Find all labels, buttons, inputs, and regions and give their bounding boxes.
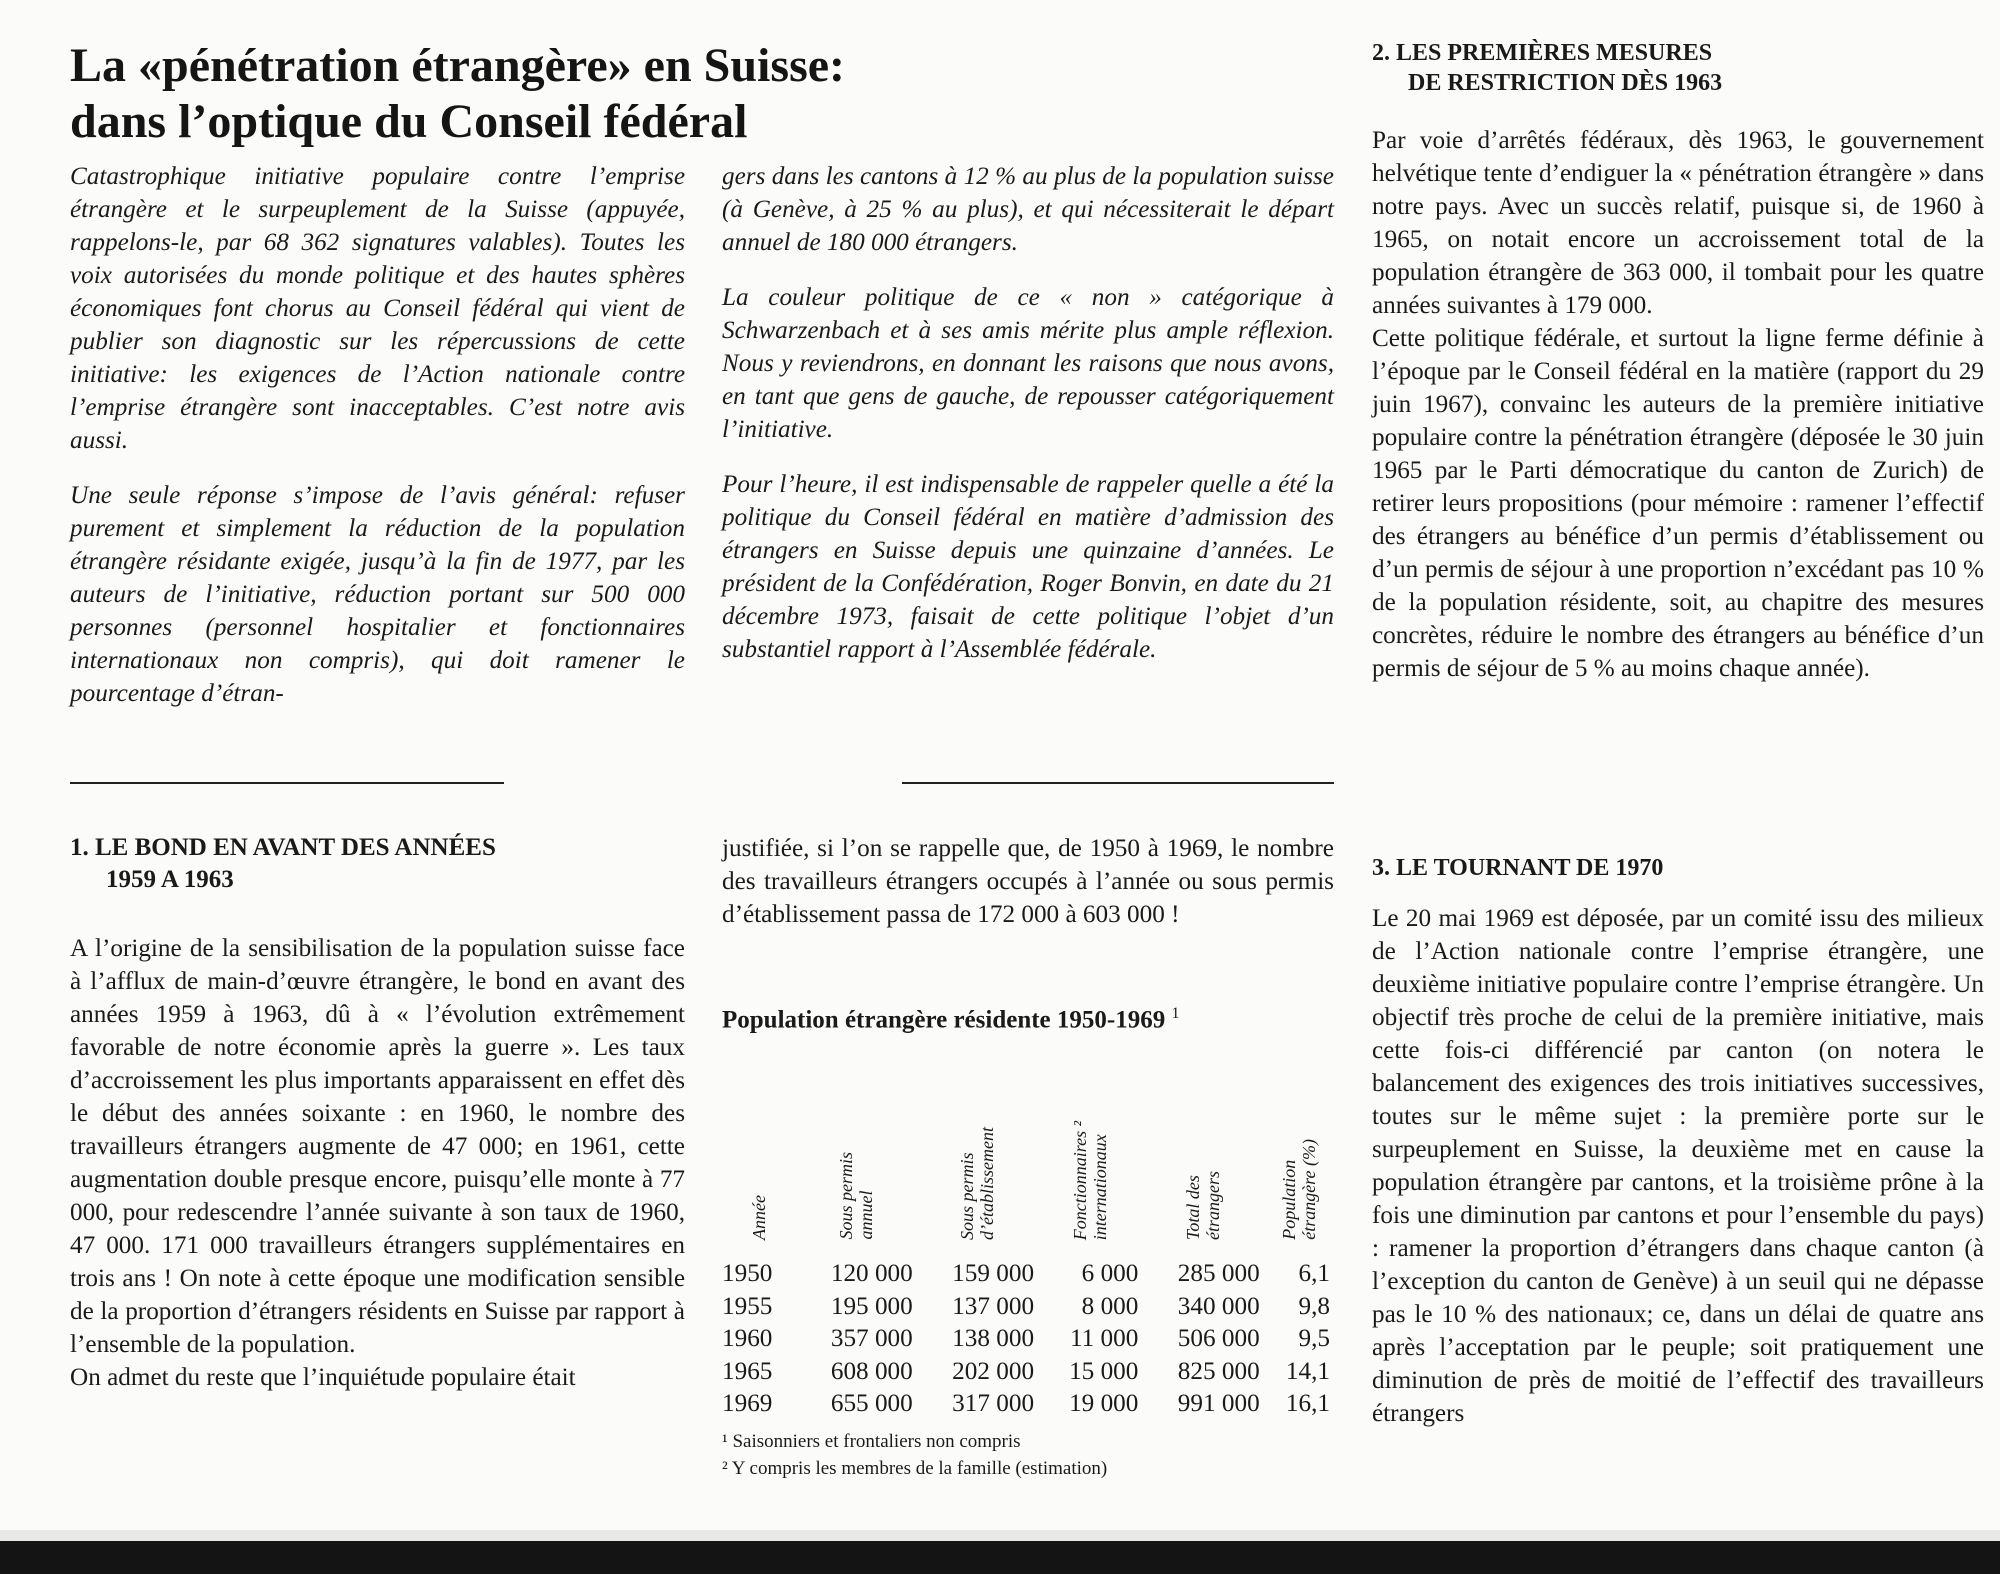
section1-paragraph-cont: justifiée, si l’on se rappelle que, de 1950 à 1969, le nombre des travailleurs étrangers occupés à l’année ou sous permis d’établissement passa de 172 000 à 603 000 ! bbox=[722, 835, 1334, 928]
table-header-row bbox=[722, 1066, 1334, 1258]
section2-heading bbox=[1372, 38, 1932, 98]
article-title-line2: dans l’optique du Conseil fédéral bbox=[70, 95, 748, 148]
table-title-text: Population étrangère résidente 1950-1969 bbox=[722, 1006, 1166, 1034]
intro-paragraph-4: La couleur politique de ce « non » catégorique à Schwarzenbach et à ses amis mérite plus ample réflexion. Nous y reviendrons, en donnant les raisons que nous avons, en tant que gens de gauche, de repousser catégoriquement l’initiative. bbox=[722, 284, 1334, 443]
table-cell: 159 000 bbox=[952, 1260, 1035, 1287]
intro-rule-right bbox=[902, 782, 1334, 784]
table-row bbox=[722, 1388, 1334, 1421]
section1-heading-line1: 1. LE BOND EN AVANT DES ANNÉES bbox=[70, 834, 496, 861]
table-cell: 655 000 bbox=[830, 1390, 913, 1417]
intro-paragraph-5: Pour l’heure, il est indispensable de rappeler quelle a été la politique du Conseil fédéral en matière d’admission des étrangers en Suisse depuis une quinzaine d’années. Le président de la Confédération, Roger Bonvin, en date du 21 décembre 1973, faisait de cette politique l’objet d’un substantiel rapport à l’Assemblée fédérale. bbox=[722, 471, 1334, 663]
section1-heading-line2: 1959 A 1963 bbox=[106, 866, 234, 893]
table-cell: 1955 bbox=[722, 1292, 773, 1320]
header-text: Population bbox=[1278, 1160, 1299, 1240]
table-cell: 6 000 bbox=[1081, 1260, 1139, 1287]
section2-heading-line1: 2. LES PREMIÈRES MESURES bbox=[1372, 40, 1713, 66]
intro-paragraph-2: Une seule réponse s’impose de l’avis général: refuser purement et simplement la réduction de la population étrangère résidante exigée, jusqu’à la fin de 1977, par les auteurs de l’initiative, réduction portant sur 500 000 personnes (personnel hospitalier et fonctionnaires internationaux non compris), qui doit ramener le pourcentage d’étran- bbox=[70, 482, 685, 707]
section2-paragraph-1: Par voie d’arrêtés fédéraux, dès 1963, le gouvernement helvétique tente d’endiguer la « pénétration étrangère » dans notre pays. Avec un succès relatif, puisque si, de 1960 à 1965, on notait encore un accroissement total de la population étrangère de 363 000, il tombait pour les quatre années suivantes à 179 000. bbox=[1372, 127, 1984, 319]
intro-column-left bbox=[70, 160, 685, 732]
table-cell: 195 000 bbox=[830, 1292, 913, 1320]
header-permis-annuel bbox=[795, 1066, 916, 1258]
header-text: internationaux bbox=[1090, 1134, 1111, 1240]
table-footnote-1: ¹ Saisonniers et frontaliers non compris bbox=[722, 1431, 1021, 1452]
header-text: Sous permis bbox=[836, 1152, 857, 1240]
table-row bbox=[722, 1258, 1334, 1291]
intro-paragraph-3: gers dans les cantons à 12 % au plus de la population suisse (à Genève, à 25 % au plus), et qui nécessiterait le départ annuel de 180 000 étrangers. bbox=[722, 163, 1334, 256]
header-pourcentage bbox=[1264, 1066, 1334, 1258]
table-cell: 202 000 bbox=[952, 1357, 1035, 1385]
table-cell: 6,1 bbox=[1298, 1260, 1330, 1287]
section2-heading-line2: DE RESTRICTION DÈS 1963 bbox=[1408, 70, 1723, 96]
page-bottom-bar bbox=[0, 1541, 2000, 1574]
section3-heading: 3. LE TOURNANT DE 1970 bbox=[1372, 855, 1664, 881]
section3-paragraph-1: Le 20 mai 1969 est déposée, par un comité issu des milieux de l’Action nationale contre l’emprise étrangère, une deuxième initiative populaire contre l’emprise étrangère. Un objectif très proche de celui de la première initiative, mais cette fois-ci différencié par canton (on notera le balancement des exigences des trois initiatives successives, toutes sur le même sujet : la première porte sur le surpeuplement en Suisse, la deuxième met en cause la population étrangère par cantons, et la troisième prône à la fois une diminution par cantons et pour l’ensemble du pays) : ramener la proportion d’étrangers dans chaque canton (à l’exception du canton de Genève) à un seuil qui ne dépasse pas le 10 % des nationaux; ce, dans un délai de quatre ans après l’acceptation par le peuple; soit pratiquement une diminution de près de moitié de l’effectif des travailleurs étrangers bbox=[1372, 905, 1984, 1427]
table-cell: 608 000 bbox=[830, 1357, 913, 1385]
section2-paragraph-2: Cette politique fédérale, et surtout la ligne ferme définie à l’époque par le Conseil fédéral en la matière (rapport du 29 juin 1967), convainc les auteurs de la première initiative populaire contre la pénétration étrangère (déposée le 30 juin 1965 par le Parti démocratique du canton de Zurich) de retirer leurs propositions (pour mémoire : ramener l’effectif des étrangers au bénéfice d’un permis d’établissement ou d’un permis de séjour à une proportion n’excédant pas 10 % de la population résidente, soit, au chapitre des mesures concrètes, réduire le nombre des étrangers au bénéfice d’un permis de séjour de 5 % au moins chaque année). bbox=[1372, 325, 1984, 682]
article-title-line1: La «pénétration étrangère» en Suisse: bbox=[70, 39, 846, 92]
table-cell: 1965 bbox=[722, 1357, 773, 1385]
table-cell: 19 000 bbox=[1069, 1390, 1139, 1417]
section1-heading bbox=[70, 832, 690, 896]
table-cell: 16,1 bbox=[1285, 1390, 1330, 1417]
table-footnotes bbox=[722, 1428, 1107, 1482]
table-cell: 506 000 bbox=[1177, 1325, 1260, 1352]
table-cell: 9,5 bbox=[1298, 1325, 1330, 1352]
table-cell: 120 000 bbox=[830, 1260, 913, 1287]
article-title bbox=[70, 38, 1340, 150]
table-cell: 11 000 bbox=[1070, 1325, 1139, 1352]
population-table bbox=[722, 1066, 1334, 1421]
table-cell: 1960 bbox=[722, 1325, 773, 1352]
intro-rule-left bbox=[70, 782, 504, 784]
header-text: Total des bbox=[1183, 1175, 1203, 1240]
section1-paragraph-1: A l’origine de la sensibilisation de la population suisse face à l’afflux de main-d’œuvre étrangère, le bond en avant des années 1959 à 1963, dû à « l’évolution extrêmement favorable de notre économie après la guerre ». Les taux d’accroissement les plus importants apparaissent en effet dès le début des années soixante : en 1960, le nombre des travailleurs étrangers augmente de 47 000; en 1961, cette augmentation double presque encore, puisqu’elle monte à 77 000, pour redescendre l’année suivante à son taux de 1960, 47 000. 171 000 travailleurs étrangers supplémentaires en trois ans ! On note à cette époque une modification sensible de la proportion d’étrangers résidents en Suisse par rapport à l’ensemble de la population. bbox=[70, 935, 685, 1358]
header-text: étrangers bbox=[1203, 1171, 1223, 1240]
table-cell: 1969 bbox=[722, 1390, 773, 1417]
table-cell: 138 000 bbox=[952, 1325, 1035, 1352]
section1-continuation bbox=[722, 832, 1334, 931]
header-annee-text: Année bbox=[748, 1195, 769, 1240]
section1-body bbox=[70, 932, 685, 1394]
intro-column-right bbox=[722, 160, 1334, 688]
table-cell: 340 000 bbox=[1177, 1292, 1260, 1320]
table-cell: 14,1 bbox=[1285, 1357, 1330, 1385]
table-row bbox=[722, 1356, 1334, 1389]
section2-body bbox=[1372, 124, 1984, 685]
table-cell: 825 000 bbox=[1177, 1357, 1260, 1385]
header-fonctionnaires bbox=[1038, 1066, 1142, 1258]
header-annee bbox=[722, 1066, 795, 1258]
header-text: Fonctionnaires ² bbox=[1070, 1120, 1091, 1240]
table-cell: 15 000 bbox=[1069, 1357, 1139, 1385]
table-cell: 357 000 bbox=[830, 1325, 913, 1352]
table-cell: 317 000 bbox=[952, 1390, 1035, 1417]
section3-body bbox=[1372, 902, 1984, 1430]
table-row bbox=[722, 1323, 1334, 1356]
header-text: d’établissement bbox=[977, 1127, 998, 1240]
table-row bbox=[722, 1291, 1334, 1324]
table-cell: 9,8 bbox=[1298, 1292, 1330, 1320]
table-cell: 8 000 bbox=[1081, 1292, 1139, 1320]
section1-paragraph-2: On admet du reste que l’inquiétude populaire était bbox=[70, 1364, 576, 1391]
table-title bbox=[722, 998, 1179, 1036]
table-footnote-2: ² Y compris les membres de la famille (estimation) bbox=[722, 1458, 1108, 1479]
header-text: étrangère (%) bbox=[1298, 1139, 1319, 1240]
header-permis-etablissement bbox=[917, 1066, 1038, 1258]
header-text: annuel bbox=[856, 1191, 877, 1240]
intro-paragraph-1: Catastrophique initiative populaire contre l’emprise étrangère et le surpeuplement de la Suisse (appuyée, rappelons-le, par 68 362 signatures valables). Toutes les voix autorisées du monde politique et des hautes sphères économiques font chorus au Conseil fédéral qui vient de publier son diagnostic sur les répercussions de cette initiative: les exigences de l’Action nationale contre l’emprise étrangère sont inacceptables. C’est notre avis aussi. bbox=[70, 163, 685, 454]
table-cell: 137 000 bbox=[952, 1292, 1035, 1320]
table-cell: 285 000 bbox=[1177, 1260, 1260, 1287]
table-title-note: 1 bbox=[1171, 1005, 1180, 1022]
header-text: Sous permis bbox=[957, 1152, 978, 1240]
table-cell: 991 000 bbox=[1177, 1390, 1260, 1417]
table-cell: 1950 bbox=[722, 1260, 773, 1287]
header-total bbox=[1142, 1066, 1263, 1258]
